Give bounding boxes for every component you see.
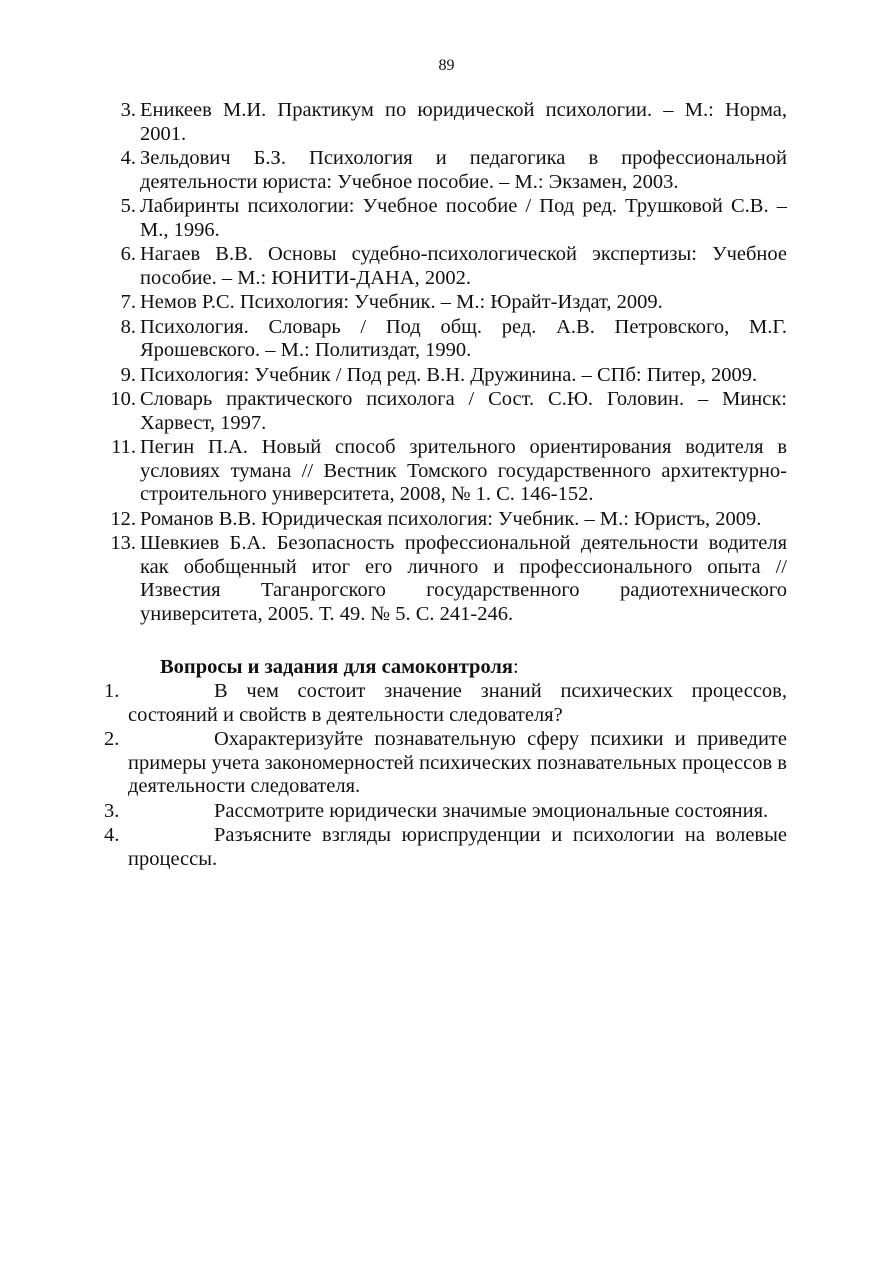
- questions-heading-colon: :: [513, 656, 519, 678]
- reference-number: 13.: [110, 532, 136, 554]
- reference-item: [104, 291, 787, 315]
- question-number: 4.: [104, 824, 120, 846]
- question-number: 3.: [104, 799, 120, 822]
- reference-item: [104, 388, 787, 435]
- reference-item: [104, 243, 787, 290]
- reference-item: [104, 364, 787, 388]
- reference-item: [104, 436, 787, 507]
- reference-number: 5.: [120, 195, 136, 217]
- references-list: [104, 99, 787, 627]
- question-item: [104, 800, 787, 824]
- reference-item: [104, 532, 787, 626]
- reference-number: 12.: [110, 507, 136, 530]
- reference-item: [104, 147, 787, 194]
- reference-text: Шевкиев Б.А. Безопасность профессиональной деятельности водителя как обобщенный итог его личного и профессионального опыта // Известия Таганрогского государственного радиотехнического университета, 2005. Т. 49. № 5. С. 241-246.: [140, 532, 787, 625]
- questions-list: [104, 680, 787, 872]
- reference-text: Лабиринты психологии: Учебное пособие / Под ред. Трушковой С.В. – М., 1996.: [140, 195, 787, 241]
- reference-text: Психология: Учебник / Под ред. В.Н. Дружинина. – СПб: Питер, 2009.: [140, 363, 758, 386]
- reference-item: [104, 195, 787, 242]
- reference-text: Словарь практического психолога / Сост. С.Ю. Головин. – Минск: Харвест, 1997.: [140, 388, 787, 434]
- reference-item: [104, 99, 787, 146]
- questions-heading-text: Вопросы и задания для самоконтроля: [160, 656, 514, 678]
- reference-number: 4.: [120, 147, 136, 169]
- question-item: [104, 824, 787, 871]
- reference-item: [104, 508, 787, 532]
- question-number: 1.: [104, 680, 120, 702]
- page-number: 89: [438, 57, 455, 74]
- reference-number: 7.: [120, 291, 136, 313]
- reference-item: [104, 316, 787, 363]
- reference-text: Пегин П.А. Новый способ зрительного ориентирования водителя в условиях тумана // Вестник Томского государственного архитектурно-строительного университета, 2008, № 1. С. 146-152.: [140, 436, 787, 505]
- reference-text: Романов В.В. Юридическая психология: Учебник. – М.: Юристъ, 2009.: [140, 507, 762, 530]
- question-text: Разъясните взгляды юриспруденции и психологии на волевые процессы.: [128, 824, 787, 870]
- reference-number: 8.: [120, 315, 136, 338]
- reference-number: 11.: [111, 436, 136, 458]
- reference-text: Нагаев В.В. Основы судебно-психологической экспертизы: Учебное пособие. – М.: ЮНИТИ-ДАНА, 2002.: [140, 243, 787, 289]
- question-text: В чем состоит значение знаний психических процессов, состояний и свойств в деятельности следователя?: [128, 680, 787, 726]
- questions-heading: [160, 655, 519, 679]
- reference-number: 6.: [120, 243, 136, 265]
- reference-number: 3.: [120, 99, 136, 121]
- reference-text: Зельдович Б.З. Психология и педагогика в профессиональной деятельности юриста: Учебное пособие. – М.: Экзамен, 2003.: [140, 147, 787, 193]
- reference-text: Еникеев М.И. Практикум по юридической психологии. – М.: Норма, 2001.: [140, 99, 787, 145]
- question-item: [104, 680, 787, 727]
- question-text: Рассмотрите юридически значимые эмоциональные состояния.: [214, 799, 769, 822]
- reference-text: Психология. Словарь / Под общ. ред. А.В. Петровского, М.Г. Ярошевского. – М.: Политиздат, 1990.: [140, 315, 787, 361]
- question-number: 2.: [104, 728, 120, 750]
- question-text: Охарактеризуйте познавательную сферу психики и приведите примеры учета закономерностей психических познавательных процессов в деятельности следователя.: [128, 728, 787, 797]
- reference-text: Немов Р.С. Психология: Учебник. – М.: Юрайт-Издат, 2009.: [140, 291, 663, 313]
- question-item: [104, 728, 787, 799]
- reference-number: 9.: [120, 363, 136, 386]
- reference-number: 10.: [110, 388, 136, 410]
